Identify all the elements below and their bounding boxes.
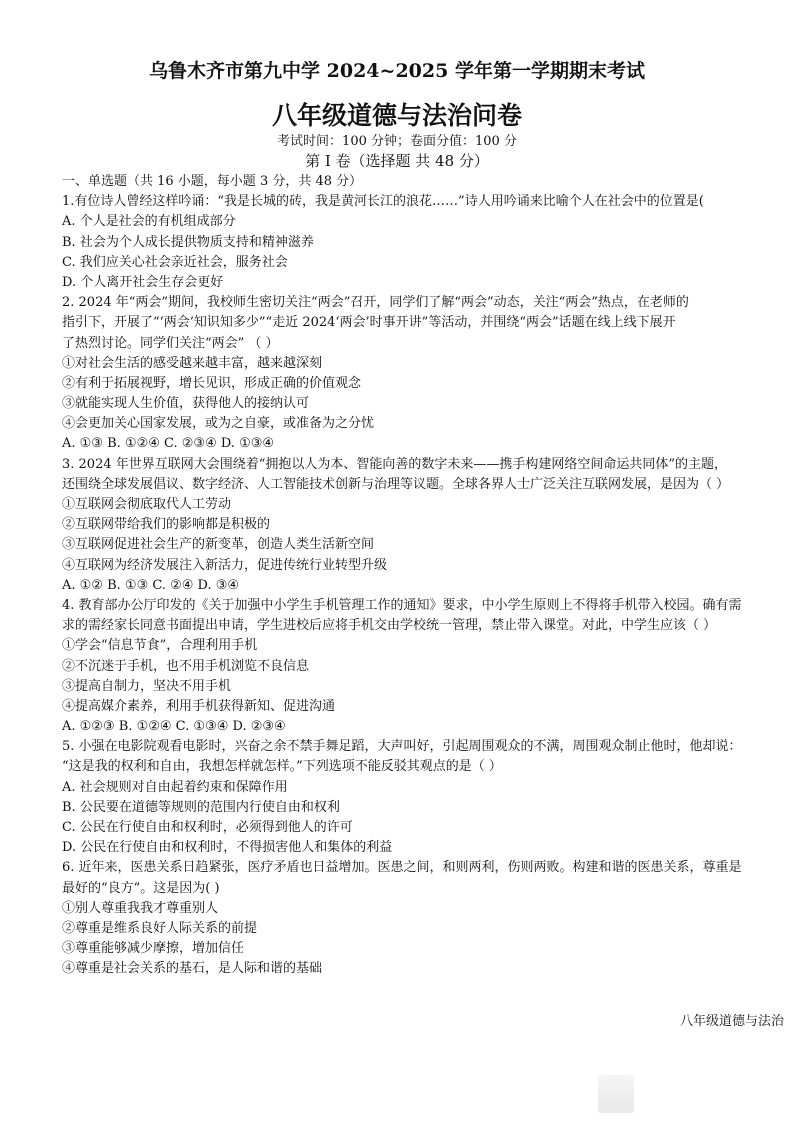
text-line: D. 公民在行使自由和权利时，不得损害他人和集体的利益: [62, 840, 393, 856]
text-line: 3. 2024 年世界互联网大会围绕着“拥抱以人为本、智能向善的数字未来——携手构建网络空间命运共同体”的主题，: [62, 456, 728, 472]
question-body: [62, 172, 782, 980]
text-line: 了热烈讨论。同学们关注“两会” （ ）: [62, 335, 279, 351]
text-line: B. 公民要在道德等规则的范围内行使自由和权利: [62, 799, 340, 815]
text-line: D. 个人离开社会生存会更好: [62, 274, 224, 290]
text-line: ②尊重是维系良好人际关系的前提: [62, 920, 258, 936]
part-title: 第 I 卷（选择题 共 48 分）: [305, 152, 489, 170]
section-heading: 一、单选题（共 16 小题，每小题 3 分，共 48 分）: [62, 174, 363, 189]
text-line: 还围绕全球发展倡议、数字经济、人工智能技术创新与治理等议题。全球各界人士广泛关注互联网发展，是因为（ ）: [62, 476, 730, 492]
text-line: 2. 2024 年“两会”期间，我校师生密切关注“两会”召开，同学们了解“两会”动态，关注“两会”热点，在老师的: [62, 295, 689, 311]
text-line: B. 社会为个人成长提供物质支持和精神滋养: [62, 234, 314, 250]
text-line: ④互联网为经济发展注入新活力，促进传统行业转型升级: [62, 557, 388, 573]
text-line: “这是我的权利和自由，我想怎样就怎样。”下列选项不能反驳其观点的是（ ）: [62, 759, 502, 775]
text-line: 最好的“良方”。这是因为( ): [62, 880, 220, 896]
text-line: A. ①③ B. ①②④ C. ②③④ D. ①③④: [62, 436, 275, 452]
text-line: ②有利于拓展视野，增长见识，形成正确的价值观念: [62, 375, 362, 391]
text-line: ②互联网带给我们的影响都是积极的: [62, 517, 271, 533]
footer-subject: 八年级道德与法治: [679, 1014, 784, 1029]
text-line: A. 社会规则对自由起着约束和保障作用: [62, 779, 288, 795]
text-line: ②不沉迷于手机，也不用手机浏览不良信息: [62, 658, 310, 674]
text-line: 6. 近年来，医患关系日趋紧张，医疗矛盾也日益增加。医患之间，和则两利，伤则两败。构建和谐的医患关系，尊重是: [62, 860, 742, 876]
text-line: ③提高自制力，坚决不用手机: [62, 678, 232, 694]
text-line: A. 个人是社会的有机组成部分: [62, 214, 236, 230]
text-line: 求的需经家长同意书面提出申请，学生进校后应将手机交由学校统一管理，禁止带入课堂。对此，中学生应该（ ）: [62, 618, 717, 634]
text-line: ③互联网促进社会生产的新变革，创造人类生活新空间: [62, 537, 375, 553]
text-line: ①对社会生活的感受越来越丰富，越来越深刻: [62, 355, 323, 371]
exam-title: 八年级道德与法治问卷: [271, 101, 522, 130]
scan-smudge: [598, 1075, 634, 1113]
text-line: A. ①②③ B. ①②④ C. ①③④ D. ②③④: [62, 719, 286, 735]
text-line: 1.有位诗人曾经这样吟诵：“我是长城的砖，我是黄河长江的浪花……”诗人用吟诵来比喻个人在社会中的位置是(: [62, 194, 704, 210]
school-title: 乌鲁木齐市第九中学 2024~2025 学年第一学期期末考试: [149, 60, 645, 82]
text-line: 4. 教育部办公厅印发的《关于加强中小学生手机管理工作的通知》要求，中小学生原则上不得将手机带入校园。确有需: [62, 597, 742, 613]
text-line: ①学会“信息节食”，合理利用手机: [62, 638, 258, 654]
text-line: ④尊重是社会关系的基石，是人际和谐的基础: [62, 961, 323, 977]
text-line: ③尊重能够减少摩擦，增加信任: [62, 941, 245, 957]
text-line: C. 我们应关心社会亲近社会，服务社会: [62, 254, 288, 270]
text-line: C. 公民在行使自由和权利时，必须得到他人的许可: [62, 820, 353, 835]
text-line: ①互联网会彻底取代人工劳动: [62, 497, 232, 512]
exam-info: 考试时间：100 分钟；卷面分值：100 分: [277, 134, 517, 149]
text-line: A. ①② B. ①③ C. ②④ D. ③④: [62, 577, 240, 593]
text-line: ③就能实现人生价值，获得他人的接纳认可: [62, 396, 310, 412]
text-line: 指引下，开展了“‘两会’知识知多少”“走近 2024‘两会’时事开讲”等活动，并围绕“两会”话题在线上线下展开: [62, 315, 676, 331]
text-line: ④会更加关心国家发展，或为之自豪，或准备为之分忧: [62, 416, 375, 432]
text-line: ①别人尊重我我才尊重别人: [62, 900, 219, 916]
text-line: ④提高媒介素养，利用手机获得新知、促进沟通: [62, 698, 336, 714]
text-line: 5. 小强在电影院观看电影时，兴奋之余不禁手舞足蹈，大声叫好，引起周围观众的不满，周围观众制止他时，他却说：: [62, 739, 742, 755]
